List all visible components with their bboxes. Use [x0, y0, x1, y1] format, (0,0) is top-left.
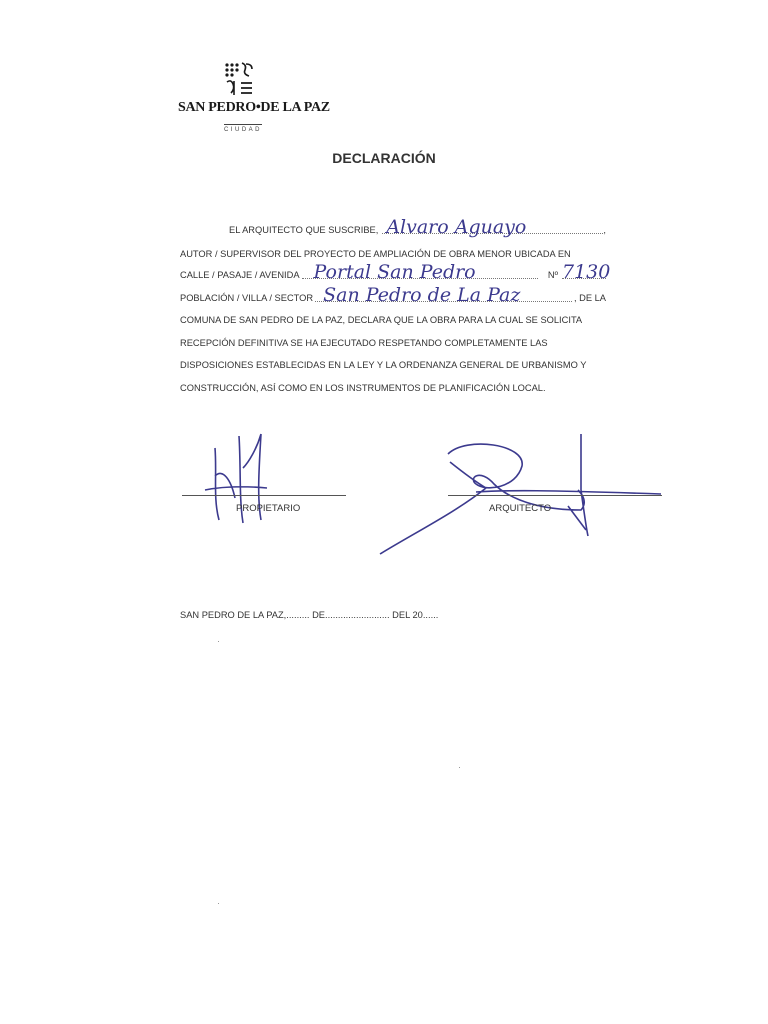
address-label: CALLE / PASAJE / AVENIDA	[180, 270, 300, 280]
architect-signature-line	[448, 495, 662, 496]
architect-line: EL ARQUITECTO QUE SUSCRIBE, Alvaro Aguayo ,	[229, 216, 606, 238]
page-title: DECLARACIÓN	[332, 150, 436, 166]
logo-subtitle: CIUDAD	[224, 124, 262, 133]
scan-speck	[459, 767, 460, 768]
body-line-2: AUTOR / SUPERVISOR DEL PROYECTO DE AMPLIACIÓN DE OBRA MENOR UBICADA EN	[180, 249, 571, 259]
body-line-8: CONSTRUCCIÓN, ASÍ COMO EN LOS INSTRUMENTOS DE PLANIFICACIÓN LOCAL.	[180, 383, 546, 393]
body-line-5: COMUNA DE SAN PEDRO DE LA PAZ, DECLARA QUE LA OBRA PARA LA CUAL SE SOLICITA	[180, 315, 583, 325]
sector-label: POBLACIÓN / VILLA / SECTOR	[180, 293, 314, 303]
municipality-logo	[176, 60, 330, 140]
sector-line: POBLACIÓN / VILLA / SECTOR San Pedro de La Paz , DE LA	[180, 284, 606, 306]
number-label: Nº	[547, 270, 558, 280]
street-field	[302, 261, 538, 283]
scan-speck	[218, 641, 219, 642]
architect-label: ARQUITECTO	[489, 503, 552, 514]
scan-speck	[218, 903, 219, 904]
body-line-7: DISPOSICIONES ESTABLECIDAS EN LA LEY Y LA ORDENANZA GENERAL DE URBANISMO Y	[180, 360, 587, 370]
date-line: SAN PEDRO DE LA PAZ,......... DE......................... DEL 20......	[180, 610, 439, 620]
number-field	[562, 261, 611, 283]
architect-label: EL ARQUITECTO QUE SUSCRIBE,	[229, 225, 379, 235]
logo-wordmark: SAN PEDRO•DE LA PAZ	[178, 100, 330, 115]
address-line	[180, 261, 611, 283]
street-handwriting: Portal San Pedro	[313, 261, 476, 283]
logo-emblem-icon	[224, 60, 256, 96]
body-line-6: RECEPCIÓN DEFINITIVA SE HA EJECUTADO RESPETANDO COMPLETAMENTE LAS	[180, 338, 548, 348]
sector-handwriting: San Pedro de La Paz	[323, 284, 521, 306]
number-handwriting: 7130	[562, 261, 611, 283]
owner-label: PROPIETARIO	[236, 503, 301, 514]
architect-name-handwriting: Alvaro Aguayo	[386, 216, 527, 238]
owner-signature-line	[182, 495, 346, 496]
